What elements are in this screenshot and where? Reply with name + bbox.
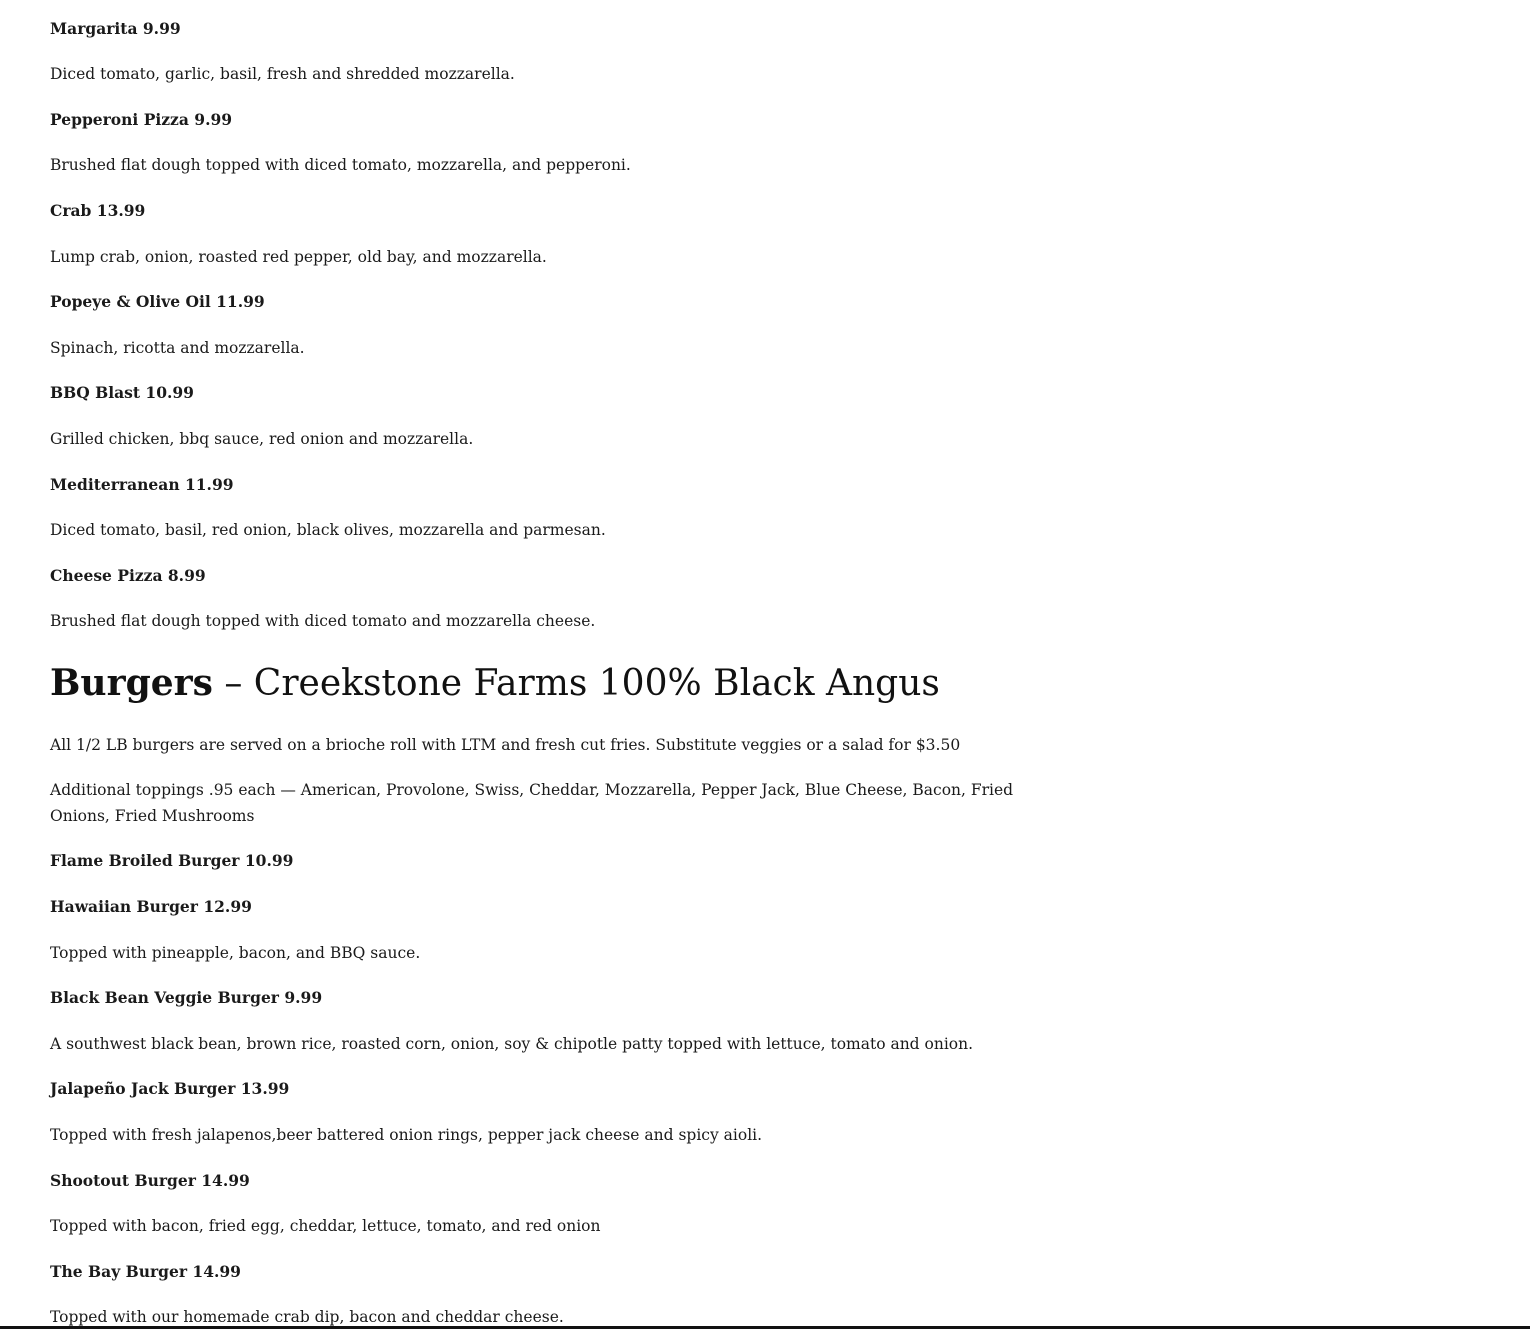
menu-item-description: Topped with our homemade crab dip, bacon and cheddar cheese. bbox=[50, 1308, 564, 1326]
menu-item-title: The Bay Burger 14.99 bbox=[50, 1262, 241, 1281]
menu-item-title: Pepperoni Pizza 9.99 bbox=[50, 110, 233, 129]
section-heading-burgers bbox=[50, 661, 940, 706]
burgers-intro: All 1/2 LB burgers are served on a brioche roll with LTM and fresh cut fries. Substitute veggies or a salad for $3.50 bbox=[50, 736, 961, 754]
burgers-toppings: Additional toppings .95 each — American, Provolone, Swiss, Cheddar, Mozzarella, Pepper Jack, Blue Cheese, Bacon, Fried Onions, Fried Mushrooms bbox=[50, 781, 1014, 825]
menu-item-title: Flame Broiled Burger 10.99 bbox=[50, 851, 294, 870]
menu-item-description: Brushed flat dough topped with diced tomato, mozzarella, and pepperoni. bbox=[50, 156, 631, 174]
menu-item-description: Spinach, ricotta and mozzarella. bbox=[50, 339, 305, 357]
menu-item-description: A southwest black bean, brown rice, roasted corn, onion, soy & chipotle patty topped with lettuce, tomato and onion. bbox=[50, 1035, 974, 1053]
menu-item-title: Black Bean Veggie Burger 9.99 bbox=[50, 988, 323, 1007]
menu-item-title: Crab 13.99 bbox=[50, 201, 146, 220]
menu-item-description: Topped with pineapple, bacon, and BBQ sauce. bbox=[50, 944, 421, 962]
menu-item-title: Mediterranean 11.99 bbox=[50, 475, 234, 494]
menu-item-title: Shootout Burger 14.99 bbox=[50, 1171, 250, 1190]
menu-item-title: Hawaiian Burger 12.99 bbox=[50, 897, 252, 916]
menu-item-description: Topped with fresh jalapenos,beer battered onion rings, pepper jack cheese and spicy aioli. bbox=[50, 1126, 763, 1144]
section-heading-subtitle: – Creekstone Farms 100% Black Angus bbox=[212, 663, 940, 704]
menu-item-description: Brushed flat dough topped with diced tomato and mozzarella cheese. bbox=[50, 612, 596, 630]
menu-item-description: Topped with bacon, fried egg, cheddar, lettuce, tomato, and red onion bbox=[50, 1217, 601, 1235]
menu-item-description: Grilled chicken, bbq sauce, red onion and mozzarella. bbox=[50, 430, 474, 448]
menu-item-title: Cheese Pizza 8.99 bbox=[50, 566, 206, 585]
menu-item-description: Diced tomato, garlic, basil, fresh and shredded mozzarella. bbox=[50, 65, 515, 83]
menu-item-description: Lump crab, onion, roasted red pepper, old bay, and mozzarella. bbox=[50, 248, 547, 266]
menu-item-description: Diced tomato, basil, red onion, black olives, mozzarella and parmesan. bbox=[50, 521, 606, 539]
section-heading-bold: Burgers bbox=[50, 662, 213, 704]
menu-item-title: Jalapeño Jack Burger 13.99 bbox=[50, 1079, 290, 1098]
menu-item-title: Popeye & Olive Oil 11.99 bbox=[50, 292, 265, 311]
menu-item-title: Margarita 9.99 bbox=[50, 19, 181, 38]
menu-item-title: BBQ Blast 10.99 bbox=[50, 383, 194, 402]
